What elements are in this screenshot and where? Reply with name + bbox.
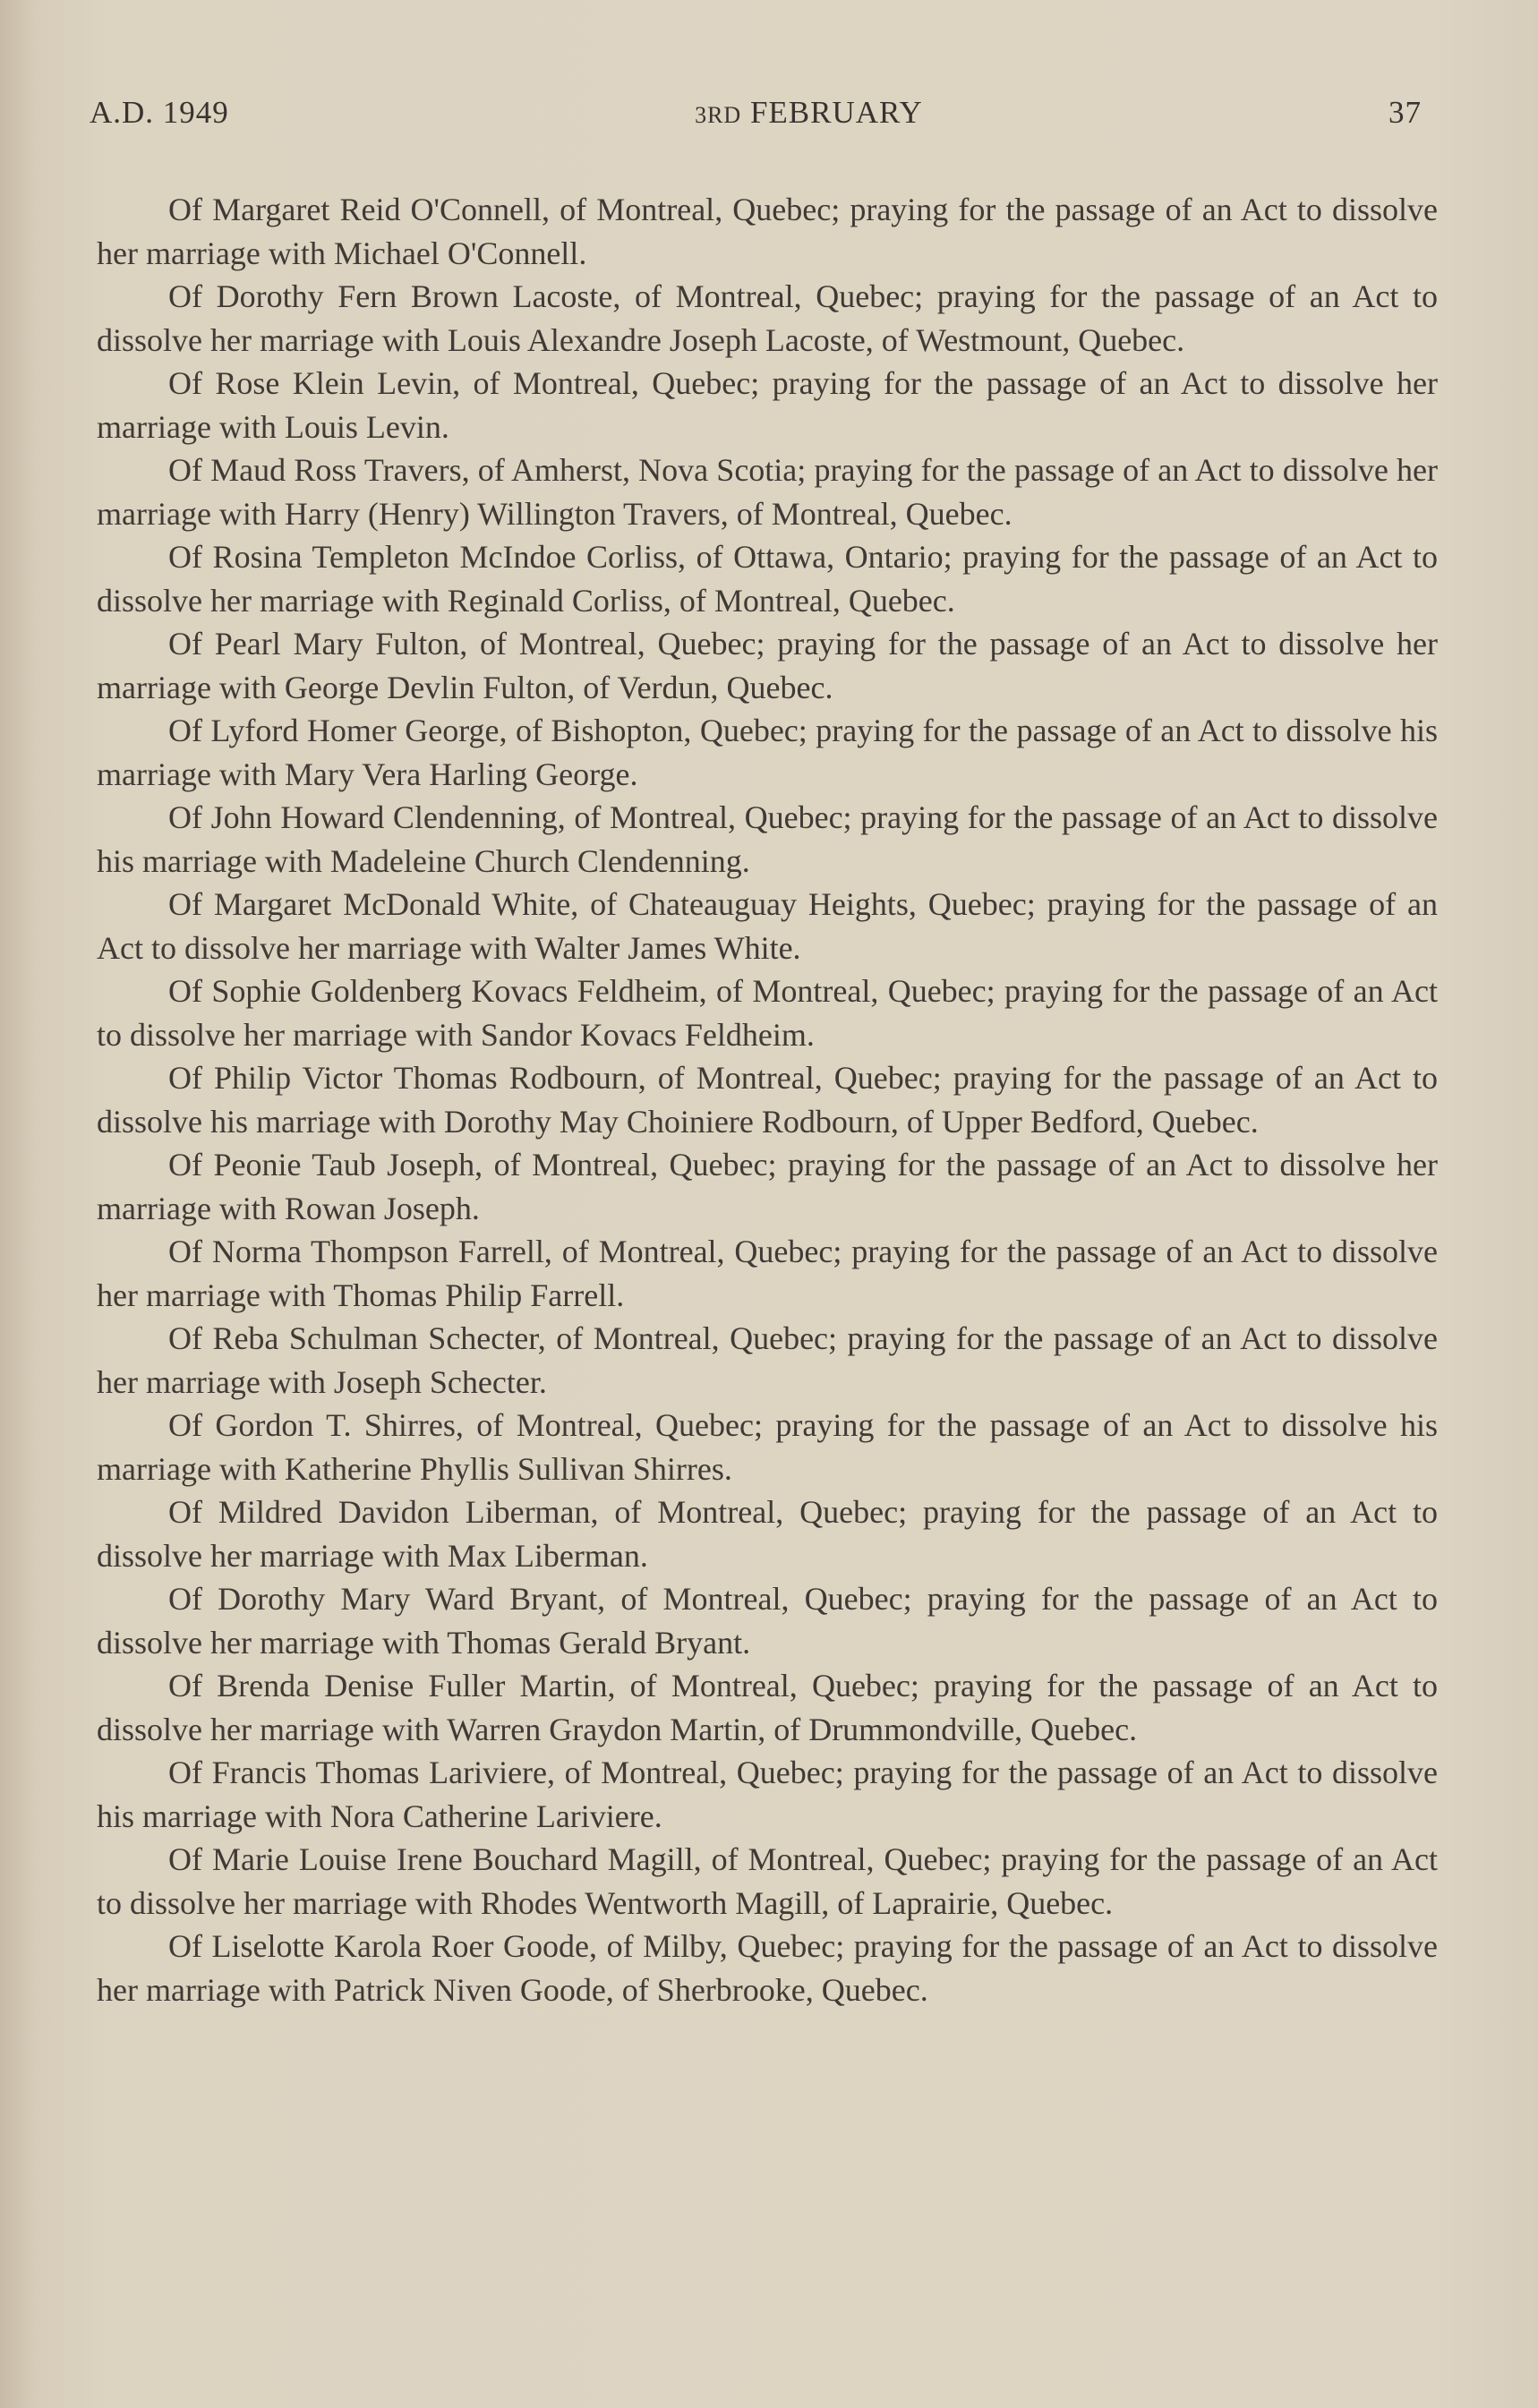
petition-paragraph: Of Pearl Mary Fulton, of Montreal, Quebec; praying for the passage of an Act to dissolve her marriage with George Devlin Fulton, of Verdun, Quebec. bbox=[97, 626, 1438, 705]
petition-paragraph: Of Francis Thomas Lariviere, of Montreal, Quebec; praying for the passage of an Act to dissolve his marriage with Nora Catherine Lariviere. bbox=[97, 1755, 1438, 1834]
header-date: A.D. 1949 bbox=[90, 95, 229, 130]
petition-paragraph: Of Mildred Davidon Liberman, of Montreal, Quebec; praying for the passage of an Act to dissolve her marriage with Max Liberman. bbox=[97, 1494, 1438, 1574]
petition-paragraph: Of Brenda Denise Fuller Martin, of Montreal, Quebec; praying for the passage of an Act to dissolve her marriage with Warren Graydon Martin, of Drummondville, Quebec. bbox=[97, 1668, 1438, 1747]
petition-paragraph: Of Dorothy Fern Brown Lacoste, of Montreal, Quebec; praying for the passage of an Act to dissolve her marriage with Louis Alexandre Joseph Lacoste, of Westmount, Quebec. bbox=[97, 278, 1438, 358]
petition-paragraph: Of Peonie Taub Joseph, of Montreal, Quebec; praying for the passage of an Act to dissolve her marriage with Rowan Joseph. bbox=[97, 1147, 1438, 1226]
petition-paragraph: Of Gordon T. Shirres, of Montreal, Quebec; praying for the passage of an Act to dissolve his marriage with Katherine Phyllis Sullivan Shirres. bbox=[97, 1407, 1438, 1487]
petition-paragraph: Of Marie Louise Irene Bouchard Magill, of Montreal, Quebec; praying for the passage of an Act to dissolve her marriage with Rhodes Wentworth Magill, of Laprairie, Quebec. bbox=[97, 1841, 1438, 1921]
header-title-month: FEBRUARY bbox=[749, 95, 923, 130]
petition-paragraph: Of Liselotte Karola Roer Goode, of Milby, Quebec; praying for the passage of an Act to dissolve her marriage with Patrick Niven Goode, of Sherbrooke, Quebec. bbox=[97, 1928, 1438, 2008]
petition-list bbox=[97, 188, 1438, 2011]
petition-paragraph: Of Lyford Homer George, of Bishopton, Quebec; praying for the passage of an Act to dissolve his marriage with Mary Vera Harling George. bbox=[97, 713, 1438, 792]
petition-paragraph: Of Sophie Goldenberg Kovacs Feldheim, of Montreal, Quebec; praying for the passage of an Act to dissolve her marriage with Sandor Kovacs Feldheim. bbox=[97, 973, 1438, 1053]
petition-paragraph: Of Norma Thompson Farrell, of Montreal, Quebec; praying for the passage of an Act to dissolve her marriage with Thomas Philip Farrell. bbox=[97, 1234, 1438, 1313]
petition-paragraph: Of Reba Schulman Schecter, of Montreal, Quebec; praying for the passage of an Act to dissolve her marriage with Joseph Schecter. bbox=[97, 1320, 1438, 1400]
petition-paragraph: Of Margaret McDonald White, of Chateauguay Heights, Quebec; praying for the passage of an Act to dissolve her marriage with Walter James White. bbox=[97, 886, 1438, 966]
petition-paragraph: Of John Howard Clendenning, of Montreal, Quebec; praying for the passage of an Act to dissolve his marriage with Madeleine Church Clendenning. bbox=[97, 799, 1438, 879]
petition-paragraph: Of Rose Klein Levin, of Montreal, Quebec; praying for the passage of an Act to dissolve her marriage with Louis Levin. bbox=[97, 365, 1438, 445]
petition-paragraph: Of Rosina Templeton McIndoe Corliss, of Ottawa, Ontario; praying for the passage of an Act to dissolve her marriage with Reginald Corliss, of Montreal, Quebec. bbox=[97, 539, 1438, 619]
petition-paragraph: Of Maud Ross Travers, of Amherst, Nova Scotia; praying for the passage of an Act to dissolve her marriage with Harry (Henry) Willington Travers, of Montreal, Quebec. bbox=[97, 452, 1438, 532]
header-title bbox=[695, 91, 923, 131]
petition-paragraph: Of Margaret Reid O'Connell, of Montreal, Quebec; praying for the passage of an Act to dissolve her marriage with Michael O'Connell. bbox=[97, 192, 1438, 271]
petition-paragraph: Of Dorothy Mary Ward Bryant, of Montreal, Quebec; praying for the passage of an Act to dissolve her marriage with Thomas Gerald Bryant. bbox=[97, 1581, 1438, 1661]
petition-paragraph: Of Philip Victor Thomas Rodbourn, of Montreal, Quebec; praying for the passage of an Act to dissolve his marriage with Dorothy May Choiniere Rodbourn, of Upper Bedford, Quebec. bbox=[97, 1060, 1438, 1140]
page-header bbox=[90, 82, 1422, 136]
header-title-ordinal: 3RD bbox=[695, 102, 742, 128]
page-number: 37 bbox=[1388, 95, 1422, 130]
